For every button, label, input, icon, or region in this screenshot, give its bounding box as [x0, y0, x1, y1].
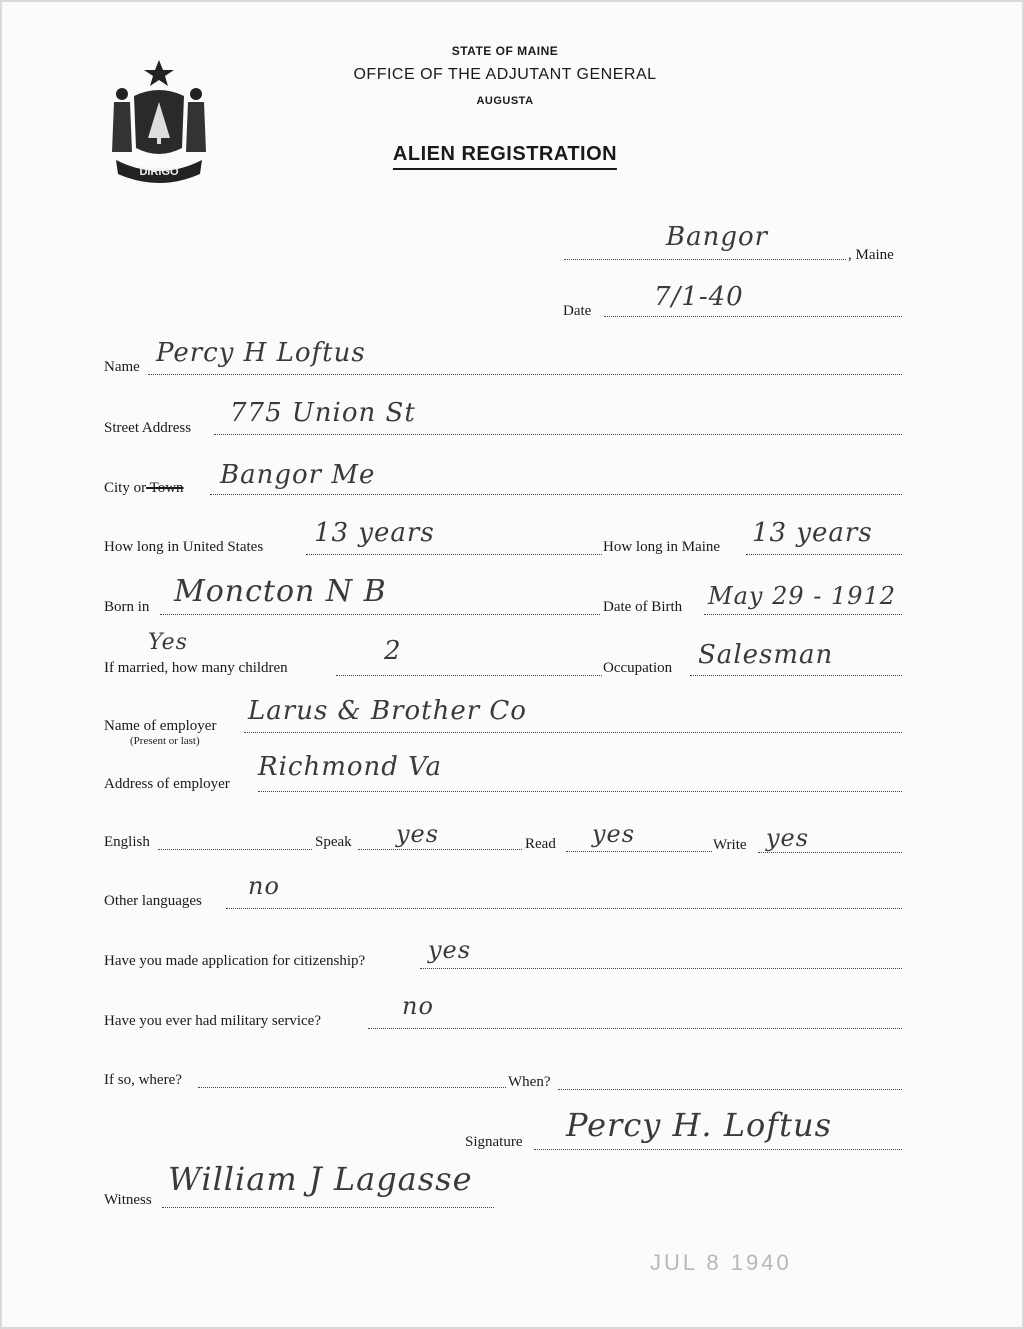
- form-title: ALIEN REGISTRATION: [393, 143, 617, 170]
- other-languages-line: [226, 908, 902, 909]
- write-line: [758, 852, 902, 853]
- citizenship-label: Have you made application for citizenship?: [104, 953, 366, 969]
- employer-address-line: [258, 791, 902, 792]
- employer-sublabel: (Present or last): [130, 735, 200, 747]
- signature-value: Percy H. Loftus: [566, 1106, 832, 1144]
- city-line: [210, 494, 902, 495]
- write-label: Write: [713, 837, 747, 853]
- city-label-struck: Town: [146, 480, 184, 496]
- occupation-label: Occupation: [603, 660, 673, 676]
- place-value: Bangor: [666, 222, 769, 252]
- header-city: AUGUSTA: [476, 95, 534, 107]
- when-label: When?: [508, 1074, 551, 1090]
- dob-value: May 29 - 1912: [708, 582, 897, 610]
- date-line: [604, 316, 902, 317]
- married-line: [336, 675, 602, 676]
- received-stamp: JUL 8 1940: [650, 1250, 792, 1275]
- when-line: [558, 1089, 902, 1090]
- military-label: Have you ever had military service?: [104, 1013, 321, 1029]
- read-label: Read: [525, 836, 556, 852]
- citizenship-value: yes: [428, 936, 472, 964]
- date-value: 7/1-40: [654, 282, 744, 312]
- maine-label: How long in Maine: [603, 539, 721, 555]
- military-value: no: [402, 992, 434, 1020]
- read-line: [566, 851, 712, 852]
- employer-label: Name of employer: [104, 718, 217, 734]
- signature-label: Signature: [465, 1134, 523, 1150]
- born-value: Moncton N B: [174, 574, 387, 609]
- witness-label: Witness: [104, 1192, 152, 1208]
- speak-value: yes: [396, 820, 440, 848]
- married-label: If married, how many children: [104, 660, 288, 676]
- speak-line: [358, 849, 522, 850]
- name-label: Name: [104, 359, 140, 375]
- occupation-line: [690, 675, 902, 676]
- other-languages-label: Other languages: [104, 893, 202, 909]
- city-label-prefix: City or: [104, 480, 147, 496]
- married-note: Yes: [148, 630, 188, 655]
- street-line: [214, 434, 902, 435]
- witness-line: [162, 1207, 494, 1208]
- place-line: [564, 259, 846, 260]
- street-value: 775 Union St: [230, 398, 416, 428]
- date-label: Date: [563, 303, 592, 319]
- employer-address-label: Address of employer: [104, 776, 230, 792]
- dob-line: [704, 614, 902, 615]
- english-label: English: [104, 834, 150, 850]
- born-line: [160, 614, 600, 615]
- city-value: Bangor Me: [220, 460, 376, 490]
- write-value: yes: [766, 824, 810, 852]
- us-line: [306, 554, 602, 555]
- born-label: Born in: [104, 599, 150, 615]
- city-label: [104, 480, 184, 497]
- state-seal-icon: [104, 56, 214, 184]
- employer-value: Larus & Brother Co: [248, 696, 527, 726]
- us-value: 13 years: [314, 518, 435, 548]
- where-label: If so, where?: [104, 1072, 182, 1088]
- military-line: [368, 1028, 902, 1029]
- seal-motto: DIRIGO: [139, 166, 179, 178]
- where-line: [198, 1087, 506, 1088]
- street-label: Street Address: [104, 420, 192, 436]
- other-languages-value: no: [248, 872, 280, 900]
- employer-line: [244, 732, 902, 733]
- header-office: OFFICE OF THE ADJUTANT GENERAL: [353, 66, 657, 83]
- signature-line: [534, 1149, 902, 1150]
- english-line: [158, 849, 312, 850]
- witness-value: William J Lagasse: [168, 1160, 473, 1198]
- us-label: How long in United States: [104, 539, 264, 555]
- read-value: yes: [592, 820, 636, 848]
- name-line: [148, 374, 902, 375]
- place-suffix: , Maine: [848, 247, 894, 263]
- maine-line: [746, 554, 902, 555]
- maine-value: 13 years: [752, 518, 873, 548]
- speak-label: Speak: [315, 834, 352, 850]
- dob-label: Date of Birth: [603, 599, 683, 615]
- header-state: STATE OF MAINE: [451, 44, 559, 58]
- name-value: Percy H Loftus: [156, 338, 366, 368]
- citizenship-line: [420, 968, 902, 969]
- occupation-value: Salesman: [698, 640, 834, 670]
- married-value: 2: [384, 636, 402, 666]
- employer-address-value: Richmond Va: [258, 752, 443, 782]
